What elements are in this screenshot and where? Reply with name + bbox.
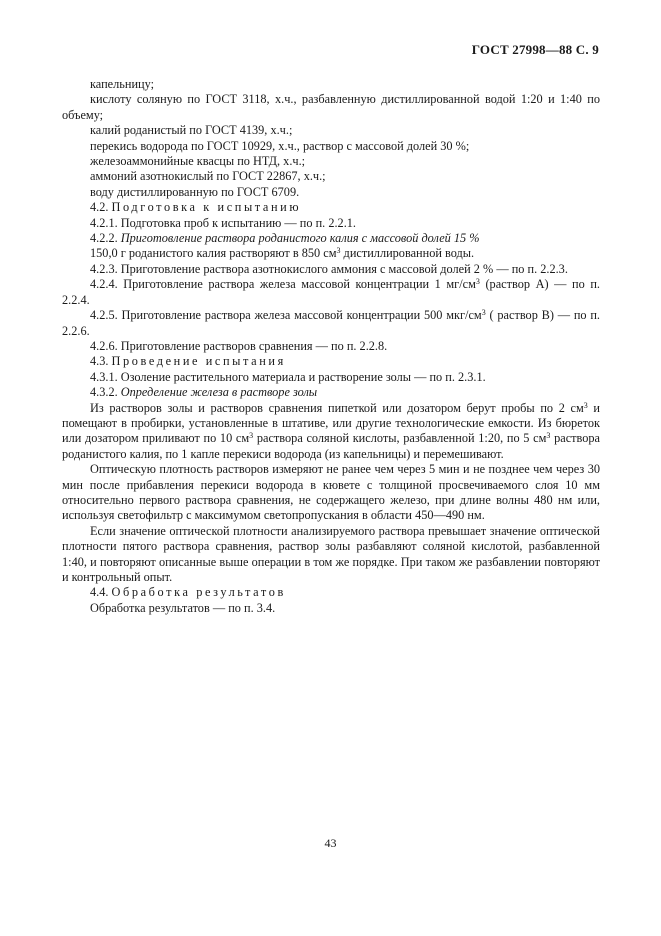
text-run: (раствор А) — по п. 2.2.4. xyxy=(62,277,600,307)
subsection-title: Определение железа в растворе золы xyxy=(120,385,318,400)
paragraph: капельницу; xyxy=(90,77,155,91)
paragraph: калий роданистый по ГОСТ 4139, х.ч.; xyxy=(90,123,293,138)
section-heading xyxy=(62,200,600,215)
paragraph xyxy=(62,308,600,339)
superscript: 3 xyxy=(336,246,341,256)
paragraph: 4.2.6. Приготовление растворов сравнения — по п. 2.2.8. xyxy=(90,338,388,353)
paragraph: аммоний азотнокислый по ГОСТ 22867, х.ч.; xyxy=(90,169,326,184)
text-run: раствора соляной кислоты, разбавленной 1:20, по 5 см xyxy=(253,431,547,446)
document-body xyxy=(62,77,600,616)
page-number: 43 xyxy=(324,836,337,850)
text-run: 4.2.4. Приготовление раствора железа массовой концентрации 1 мг/см xyxy=(90,277,476,292)
superscript: 3 xyxy=(481,308,486,318)
superscript: 3 xyxy=(249,431,254,441)
paragraph: железоаммонийные квасцы по НТД, х.ч.; xyxy=(90,154,306,169)
section-heading xyxy=(62,585,600,600)
paragraph: Если значение оптической плотности анализируемого раствора превышает значение оптической плотности пятого раствора сравнения, раствор золы разбавляют соляной кислотой, разбавленной 1:40, и повторяют описанные выше операции в том же порядке. При таком же разбавлении повторяют и контрольный опыт. xyxy=(62,523,600,584)
paragraph xyxy=(62,401,600,463)
text-run: 4.2.5. Приготовление раствора железа массовой концентрации 500 мкг/см xyxy=(90,308,482,323)
paragraph: кислоту соляную по ГОСТ 3118, х.ч., разбавленную дистиллированной водой 1:20 и 1:40 по объему; xyxy=(62,92,600,122)
subsection-heading xyxy=(62,385,600,400)
text-run: раствора роданистого калия, по 1 капле перекиси водорода (из капельницы) и перемешивают. xyxy=(62,431,600,461)
paragraph: воду дистиллированную по ГОСТ 6709. xyxy=(90,184,300,199)
paragraph: 4.2.3. Приготовление раствора азотнокислого аммония с массовой долей 2 % — по п. 2.2.3. xyxy=(90,261,568,276)
subsection-number: 4.3.2. xyxy=(90,385,118,400)
superscript: 3 xyxy=(583,400,588,410)
paragraph: 4.2.1. Подготовка проб к испытанию — по п. 2.2.1. xyxy=(90,215,356,230)
page-header: ГОСТ 27998—88 С. 9 xyxy=(471,42,599,57)
subsection-number: 4.2.2. xyxy=(90,231,118,246)
text-run: и помещают в пробирки, установленные в штативе, или другие технологические емкости. Из бюреток или дозатором приливают по 10 см xyxy=(62,400,601,446)
superscript: 3 xyxy=(475,277,480,287)
section-number: 4.4. xyxy=(90,585,109,600)
text-run: ( раствор В) — по п. 2.2.6. xyxy=(62,308,600,338)
text-run: Из растворов золы и растворов сравнения пипеткой или дозатором берут пробы по 2 см xyxy=(90,400,584,415)
paragraph: перекись водорода по ГОСТ 10929, х.ч., раствор с массовой долей 30 %; xyxy=(90,138,470,153)
paragraph: Обработка результатов — по п. 3.4. xyxy=(90,600,276,615)
superscript: 3 xyxy=(546,431,551,441)
text-run: 150,0 г роданистого калия растворяют в 850 см xyxy=(90,246,337,261)
text-run: дистиллированной воды. xyxy=(340,246,475,261)
subsection-heading xyxy=(62,231,600,246)
paragraph xyxy=(62,277,600,308)
paragraph: 4.3.1. Озоление растительного материала и растворение золы — по п. 2.3.1. xyxy=(90,369,486,384)
paragraph: Оптическую плотность растворов измеряют не ранее чем через 5 мин и не позднее чем через 30 мин после прибавления перекиси водорода в кювете с толщиной просвечиваемого слоя 10 мм относительно первого раствора сравнения, не содержащего железо, при длине волны 480 нм или, используя светофильтр с максимумом светопропускания в области 450—490 нм. xyxy=(62,462,600,523)
section-heading xyxy=(62,354,600,369)
section-number: 4.2. xyxy=(90,200,109,215)
section-title: Проведение испытания xyxy=(111,354,286,369)
section-title: Подготовка к испытанию xyxy=(111,200,302,215)
subsection-title: Приготовление раствора роданистого калия с массовой долей 15 % xyxy=(120,231,480,246)
paragraph xyxy=(62,246,600,261)
section-title: Обработка результатов xyxy=(111,585,286,600)
section-number: 4.3. xyxy=(90,354,109,369)
